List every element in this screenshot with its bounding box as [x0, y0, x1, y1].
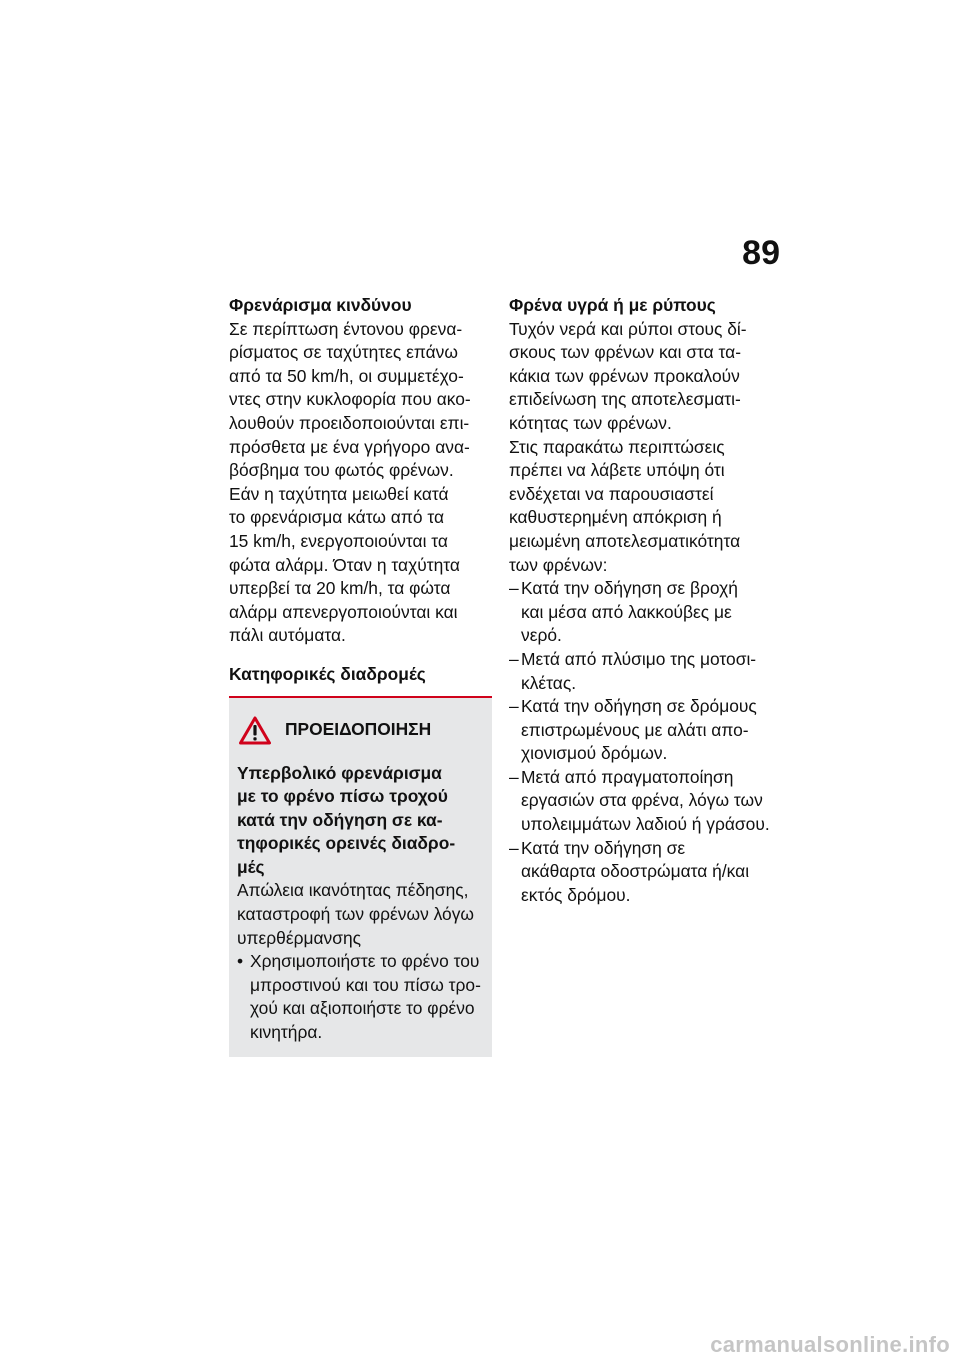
text-line: βόσβημα του φωτός φρένων.: [229, 460, 454, 481]
section-heading-emergency-braking: Φρενάρισμα κινδύνου: [229, 295, 412, 315]
text-line: φώτα αλάρμ. Όταν η ταχύτητα: [229, 554, 460, 575]
list-item: [509, 766, 794, 837]
text-line: πρόσθετα με ένα γρήγορο ανα-: [229, 436, 470, 457]
text-line: ντες στην κυκλοφορία που ακο-: [229, 389, 471, 410]
warning-subtitle: [237, 762, 484, 880]
warning-header: [237, 716, 484, 745]
right-column: [509, 294, 794, 907]
text-line: Στις παρακάτω περιπτώσεις: [509, 436, 725, 457]
conditions-list: [509, 577, 794, 907]
text-line: χιονισμού δρόμων.: [521, 743, 668, 764]
list-item: [509, 695, 794, 766]
text-line: τηφορικές ορεινές διαδρο-: [237, 833, 456, 854]
text-line: πάλι αυτόματα.: [229, 625, 346, 646]
text-line: εργασιών στα φρένα, λόγω των: [521, 790, 763, 811]
footer-watermark: carmanualsonline.info: [710, 1332, 950, 1357]
warning-box: [229, 698, 492, 1057]
dash-marker: –: [509, 696, 519, 717]
text-line: κότητας των φρένων.: [509, 412, 672, 433]
text-line: μειωμένη αποτελεσματικότητα: [509, 530, 741, 551]
text-line: ενδέχεται να παρουσιαστεί: [509, 483, 714, 504]
text-line: υπερβεί τα 20 km/h, τα φώτα: [229, 578, 451, 599]
text-line: εκτός δρόμου.: [521, 884, 631, 905]
text-line: σκους των φρένων και στα τα-: [509, 342, 742, 363]
text-line: από τα 50 km/h, οι συμμετέχο-: [229, 365, 464, 386]
emergency-braking-text: [229, 318, 492, 648]
text-line: το φρενάρισμα κάτω από τα: [229, 507, 444, 528]
section-heading-downhill-routes: Κατηφορικές διαδρομές: [229, 663, 426, 684]
bullet-marker: •: [237, 951, 244, 972]
text-line: ακάθαρτα οδοστρώματα ή/και: [521, 861, 750, 882]
text-line: Απώλεια ικανότητας πέδησης,: [237, 880, 469, 901]
text-line: νερό.: [521, 625, 562, 646]
text-line: λουθούν προειδοποιούνται επι-: [229, 412, 470, 433]
text-line: Τυχόν νερά και ρύποι στους δί-: [509, 318, 747, 339]
dash-marker: –: [509, 837, 519, 858]
text-line: χού και αξιοποιήστε το φρένο: [250, 998, 475, 1019]
text-line: με το φρένο πίσω τροχού: [237, 786, 448, 807]
text-line: και μέσα από λακκούβες με: [521, 601, 732, 622]
list-item: [509, 837, 794, 908]
text-line: επιδείνωση της αποτελεσματι-: [509, 389, 741, 410]
section-heading-wet-brakes: Φρένα υγρά ή με ρύπους: [509, 295, 716, 315]
text-line: Υπερβολικό φρενάρισμα: [237, 762, 442, 783]
list-item: [509, 648, 794, 695]
text-line: υπερθέρμανσης: [237, 927, 362, 948]
text-line: επιστρωμένους με αλάτι απο-: [521, 719, 749, 740]
warning-title: ΠΡΟΕΙΔΟΠΟΙΗΣΗ: [285, 719, 432, 740]
text-line: Σε περίπτωση έντονου φρενα-: [229, 318, 463, 339]
dash-marker: –: [509, 648, 519, 669]
dash-marker: –: [509, 766, 519, 787]
text-line: Εάν η ταχύτητα μειωθεί κατά: [229, 483, 449, 504]
page-number: 89: [742, 234, 780, 272]
list-item: [509, 577, 794, 648]
text-line: κλέτας.: [521, 672, 577, 693]
dash-marker: –: [509, 578, 519, 599]
text-line: των φρένων:: [509, 554, 608, 575]
text-line: μές: [237, 856, 265, 877]
warning-bullet-item: [237, 950, 484, 1044]
text-line: Κατά την οδήγηση σε: [521, 837, 686, 858]
warning-consequence: [237, 879, 484, 950]
text-line: Κατά την οδήγηση σε βροχή: [521, 578, 738, 599]
text-line: Μετά από πλύσιμο της μοτοσι-: [521, 648, 757, 669]
text-line: πρέπει να λάβετε υπόψη ότι: [509, 460, 725, 481]
text-line: Κατά την οδήγηση σε δρόμους: [521, 696, 757, 717]
text-line: κάκια των φρένων προκαλούν: [509, 365, 740, 386]
text-line: μπροστινού και του πίσω τρο-: [250, 974, 481, 995]
text-line: καθυστερημένη απόκριση ή: [509, 507, 722, 528]
text-line: Μετά από πραγματοποίηση: [521, 766, 734, 787]
text-line: υπολειμμάτων λαδιού ή γράσου.: [521, 814, 770, 835]
text-line: Χρησιμοποιήστε το φρένο του: [250, 951, 480, 972]
text-line: αλάρμ απενεργοποιούνται και: [229, 601, 458, 622]
text-line: ρίσματος σε ταχύτητες επάνω: [229, 342, 458, 363]
wet-brakes-text: [509, 318, 794, 578]
text-line: κινητήρα.: [250, 1022, 323, 1043]
left-column: [229, 294, 492, 1057]
text-line: 15 km/h, ενεργοποιούνται τα: [229, 530, 448, 551]
text-line: καταστροφή των φρένων λόγω: [237, 904, 474, 925]
warning-triangle-icon: [239, 716, 271, 745]
text-line: κατά την οδήγηση σε κα-: [237, 809, 443, 830]
